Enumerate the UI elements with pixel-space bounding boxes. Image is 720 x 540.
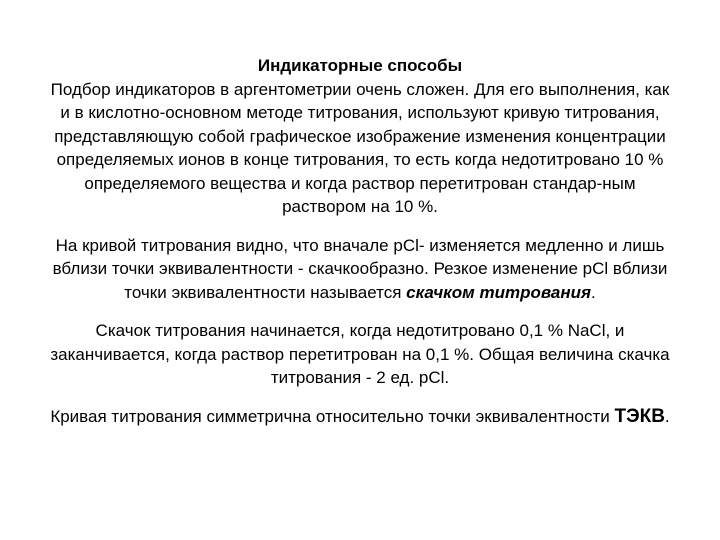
paragraph-indicator-selection: Подбор индикаторов в аргентометрии очень сложен. Для его выполнения, как и в кислотно-основном методе титрования, используют кривую титрования, представляющую собой графическое изображение изменения концентрации определяемых ионов в конце титрования, то есть когда недотитровано 10 % определяемого вещества и когда раствор перетитрован стандар-ным раствором на 10 %. [50,79,670,216]
paragraph-titration-jump [48,234,672,305]
paragraph-titration-jump-end: . [591,282,596,302]
slide-content [48,54,672,428]
paragraph-titration-jump-text: На кривой титрования видно, что вначале pCl- изменяется медленно и лишь вблизи точки эквивалентности - скачкообразно. Резкое изменение pCl вблизи точки эквивалентности называется [52,235,668,302]
paragraph-symmetry [48,405,672,429]
slide-title: Индикаторные способы [257,56,463,75]
paragraph-symmetry-text: Кривая титрования симметрична относительно точки эквивалентности [50,406,615,426]
paragraph-jump-range: Скачок титрования начинается, когда недотитровано 0,1 % NaCl, и заканчивается, когда раствор перетитрован на 0,1 %. Общая величина скачка титрования - 2 ед. pCl. [50,321,670,387]
equivalence-point-abbr: ТЭКВ [614,405,665,427]
paragraph-symmetry-end: . [664,406,670,426]
term-titration-jump: скачком титрования [406,282,591,302]
